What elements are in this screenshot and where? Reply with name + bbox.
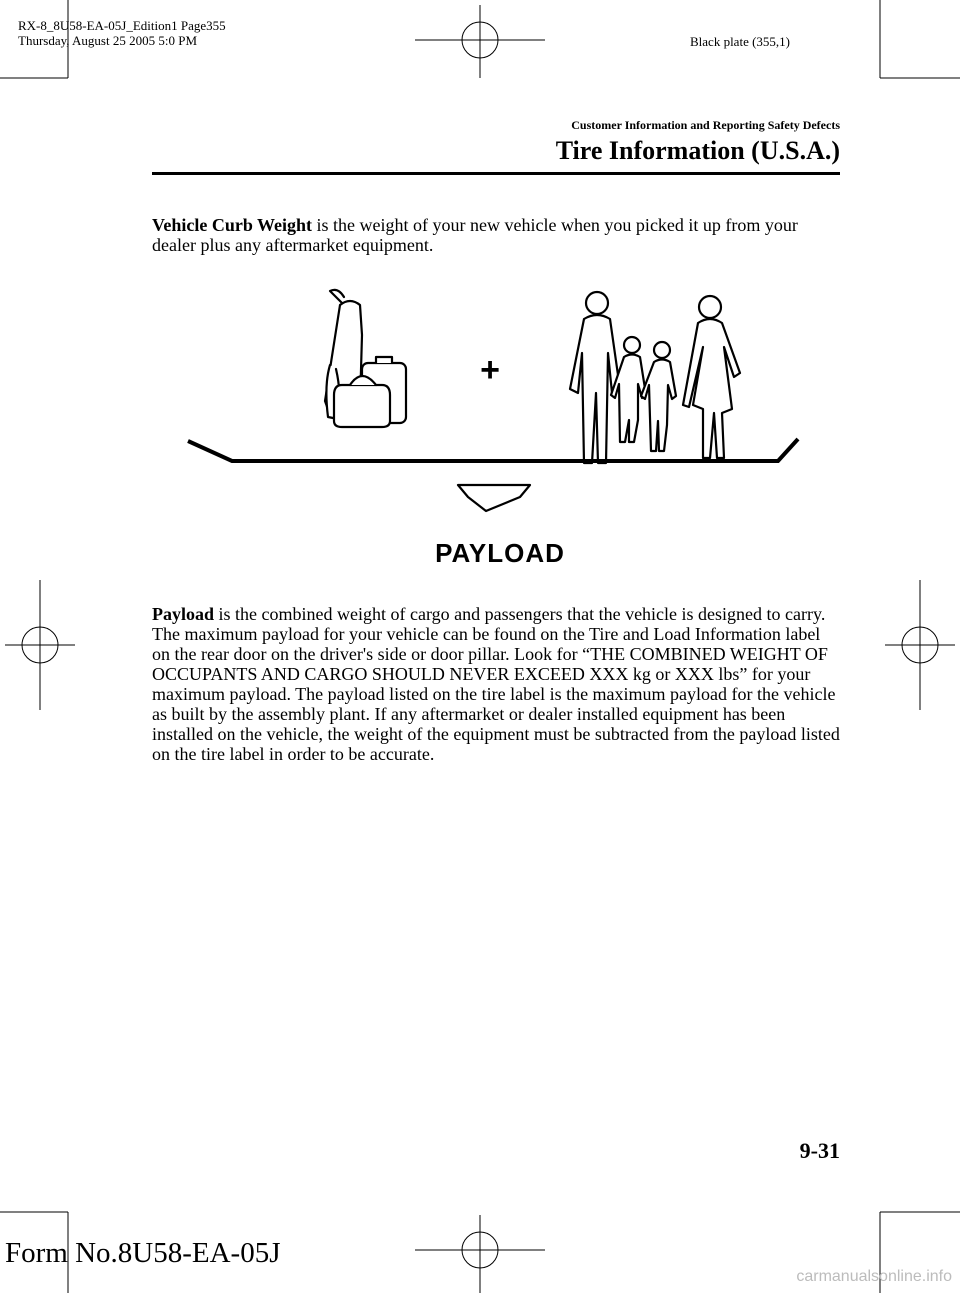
form-number: Form No.8U58-EA-05J [5,1237,281,1269]
print-metadata [18,18,226,48]
plate-label: Black plate (355,1) [690,34,790,49]
plus-sign: + [480,351,500,389]
payload-label: PAYLOAD [435,538,565,568]
adult-male-icon [570,292,620,463]
payload-term: Payload [152,604,215,624]
payload-text: is the combined weight of cargo and passengers that the vehicle is designed to carry. The maximum payload for your vehicle can be found on the Tire and Load Information label on the rear door on the driver's side or door pillar. Look for “THE COMBINED WEIGHT OF OCCUPANTS AND CARGO SHOULD NEVER EXCEED XXX kg or XXX lbs” for your maximum payload. The payload listed on the tire label is the maximum payload for the vehicle as built by the assembly plant. If any aftermarket or dealer installed equipment has been installed on the vehicle, the weight of the equipment must be subtracted from the payload listed on the tire label in order to be accurate. [152,604,840,764]
curb-weight-paragraph [152,215,842,255]
payload-paragraph [152,604,842,764]
child-boy-icon [641,342,676,451]
header-rule [152,172,840,175]
curb-weight-term: Vehicle Curb Weight [152,215,313,235]
watermark: carmanualsonline.info [796,1268,952,1285]
print-line-1: RX-8_8U58-EA-05J_Edition1 Page355 [18,18,226,33]
payload-illustration [180,285,810,545]
adult-female-icon [683,296,740,458]
down-arrow-icon [458,485,530,511]
print-line-2: Thursday, August 25 2005 5:0 PM [18,33,197,48]
curb-weight-text: is the weight of your new vehicle when you picked it up from your dealer plus any aftermarket equipment. [152,215,798,255]
section-title: Tire Information (U.S.A.) [555,136,840,165]
page-number: 9-31 [799,1138,840,1163]
child-girl-icon [611,337,646,442]
section-subtitle: Customer Information and Reporting Safety Defects [571,118,840,132]
